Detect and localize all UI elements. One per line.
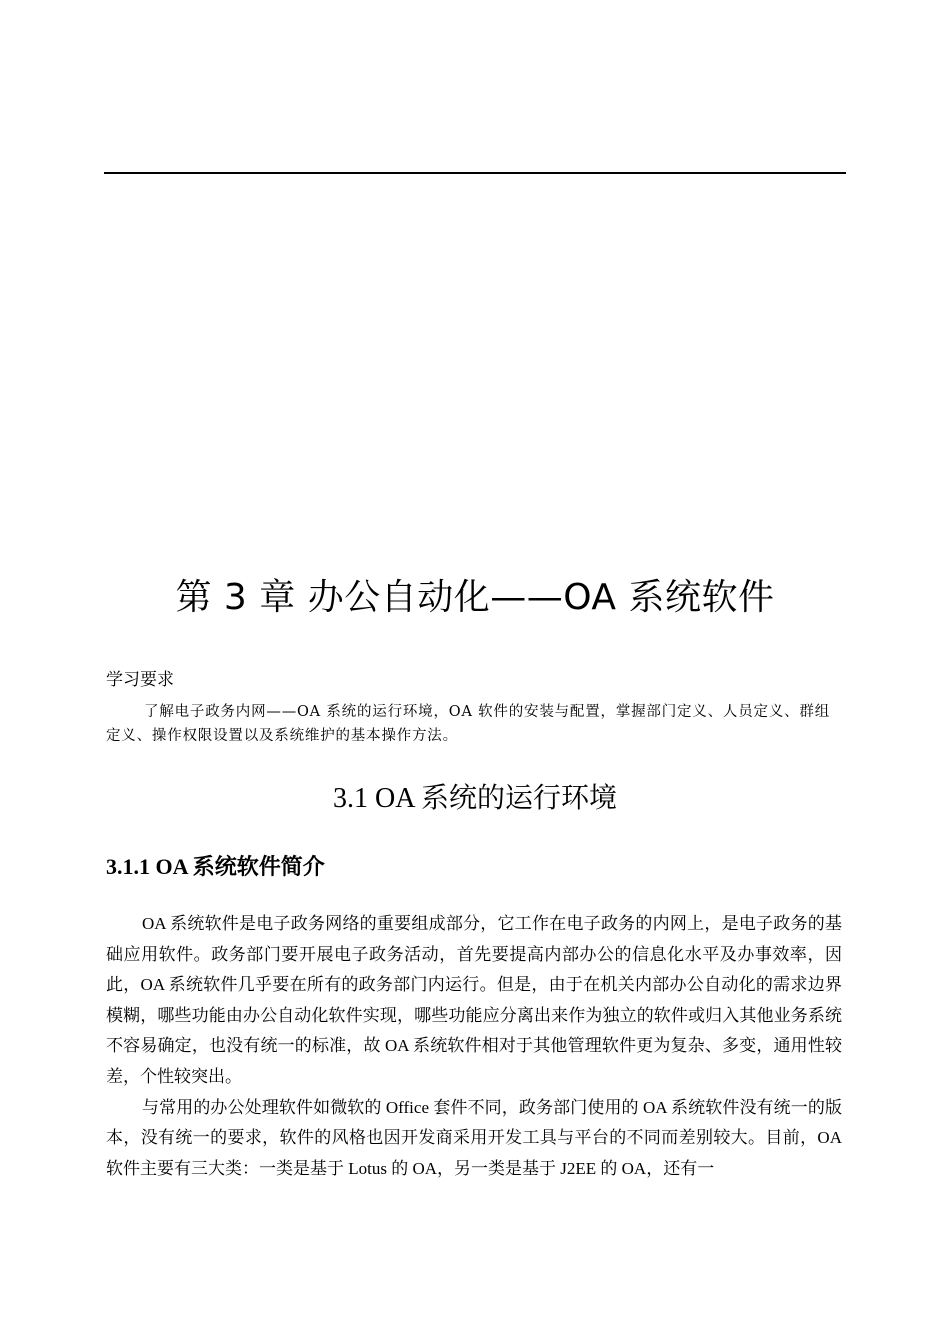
chapter-title: 第 3 章 办公自动化——OA 系统软件 xyxy=(175,577,775,618)
subsection-title: 3.1.1 OA 系统软件简介 xyxy=(106,854,325,879)
body-paragraph: 与常用的办公处理软件如微软的 Office 套件不同，政务部门使用的 OA 系统软件没有统一的版本，没有统一的要求，软件的风格也因开发商采用开发工具与平台的不同而差别较大。目前，OA 软件主要有三大类：一类是基于 Lotus 的 OA，另一类是基于 J2EE 的 OA，还有一 xyxy=(106,1097,842,1178)
body-paragraph: OA 系统软件是电子政务网络的重要组成部分，它工作在电子政务的内网上，是电子政务的基础应用软件。政务部门要开展电子政务活动，首先要提高内部办公的信息化水平及办事效率，因此，OA 系统软件几乎要在所有的政务部门内运行。但是，由于在机关内部办公自动化的需求边界模糊，哪些功能由办公自动化软件实现，哪些功能应分离出来作为独立的软件或归入其他业务系统不容易确定，也没有统一的标准，故 OA 系统软件相对于其他管理软件更为复杂、多变，通用性较差，个性较突出。 xyxy=(106,914,842,1086)
study-requirements-text: 了解电子政务内网——OA 系统的运行环境，OA 软件的安装与配置，掌握部门定义、人员定义、群组定义、操作权限设置以及系统维护的基本操作方法。 xyxy=(106,704,831,744)
section-title: 3.1 OA 系统的运行环境 xyxy=(333,783,617,814)
body-text xyxy=(106,909,842,1184)
header-rule xyxy=(104,172,846,174)
study-requirements-heading: 学习要求 xyxy=(106,670,174,690)
